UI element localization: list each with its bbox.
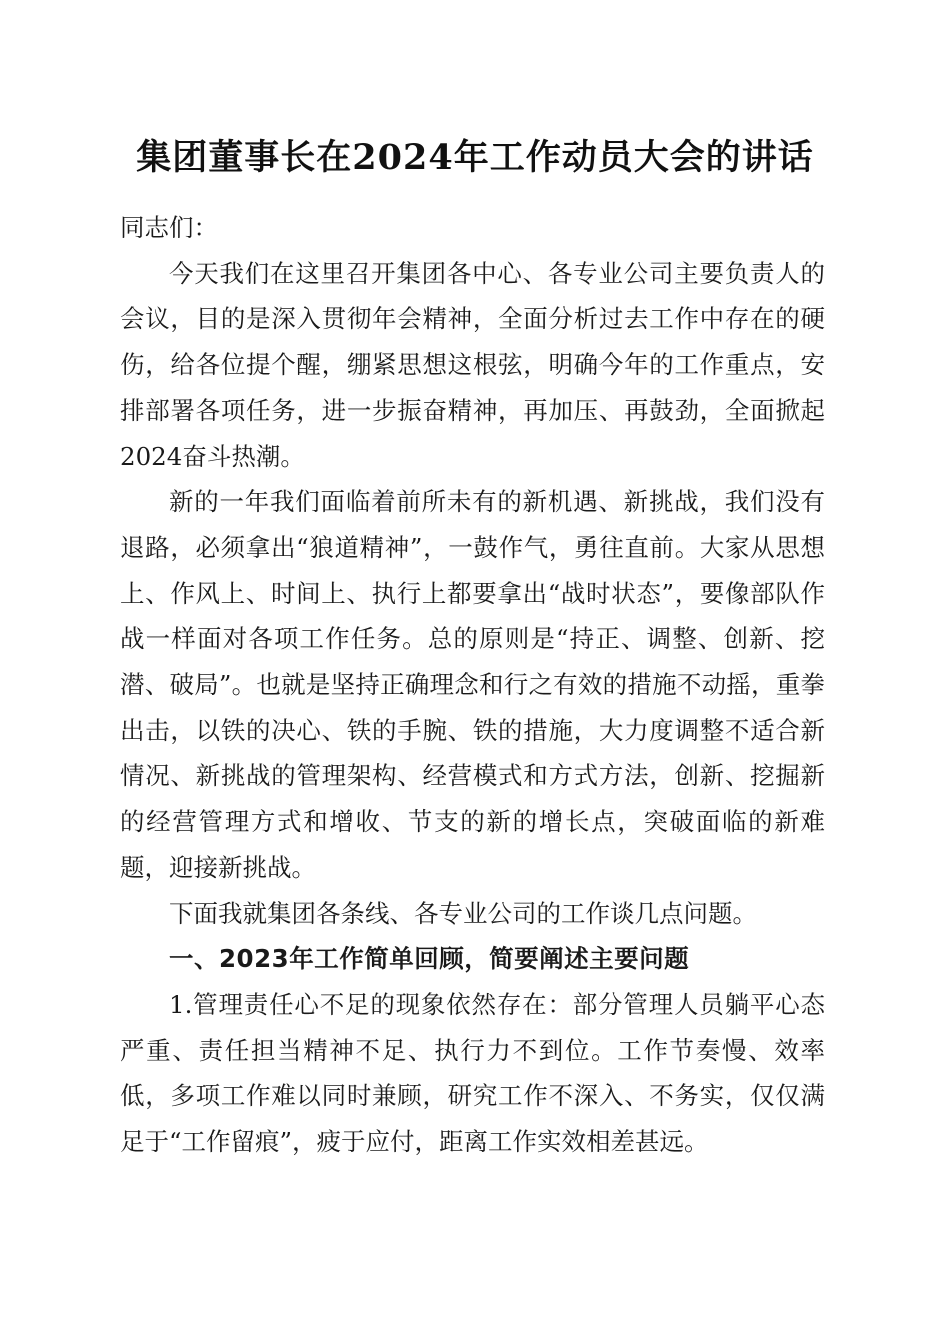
- list-item: 1.管理责任心不足的现象依然存在：部分管理人员躺平心态严重、责任担当精神不足、执行力不到位。工作节奏慢、效率低，多项工作难以同时兼顾，研究工作不深入、不务实，仅仅满足于“工作留痕”，疲于应付，距离工作实效相差甚远。: [120, 989, 825, 1157]
- document-body: [120, 205, 825, 1165]
- paragraph-principles: 新的一年我们面临着前所未有的新机遇、新挑战，我们没有退路，必须拿出“狼道精神”，一鼓作气，勇往直前。大家从思想上、作风上、时间上、执行上都要拿出“战时状态”，要像部队作战一样面对各项工作任务。总的原则是“持正、调整、创新、挖潜、破局”。也就是坚持正确理念和行之有效的措施不动摇，重拳出击，以铁的决心、铁的手腕、铁的措施，大力度调整不适合新情况、新挑战的管理架构、经营模式和方式方法，创新、挖掘新的经营管理方式和增收、节支的新的增长点，突破面临的新难题，迎接新挑战。: [120, 487, 825, 882]
- section-heading: 一、2023年工作简单回顾，简要阐述主要问题: [169, 944, 690, 974]
- salutation: 同志们：: [120, 213, 218, 242]
- paragraph-opening: 今天我们在这里召开集团各中心、各专业公司主要负责人的会议，目的是深入贯彻年会精神，全面分析过去工作中存在的硬伤，给各位提个醒，绷紧思想这根弦，明确今年的工作重点，安排部署各项任务，进一步振奋精神，再加压、再鼓劲，全面掀起2024奋斗热潮。: [120, 258, 825, 471]
- paragraph-transition: 下面我就集团各条线、各专业公司的工作谈几点问题。: [169, 898, 757, 928]
- document-title: 集团董事长在2024年工作动员大会的讲话: [136, 137, 814, 178]
